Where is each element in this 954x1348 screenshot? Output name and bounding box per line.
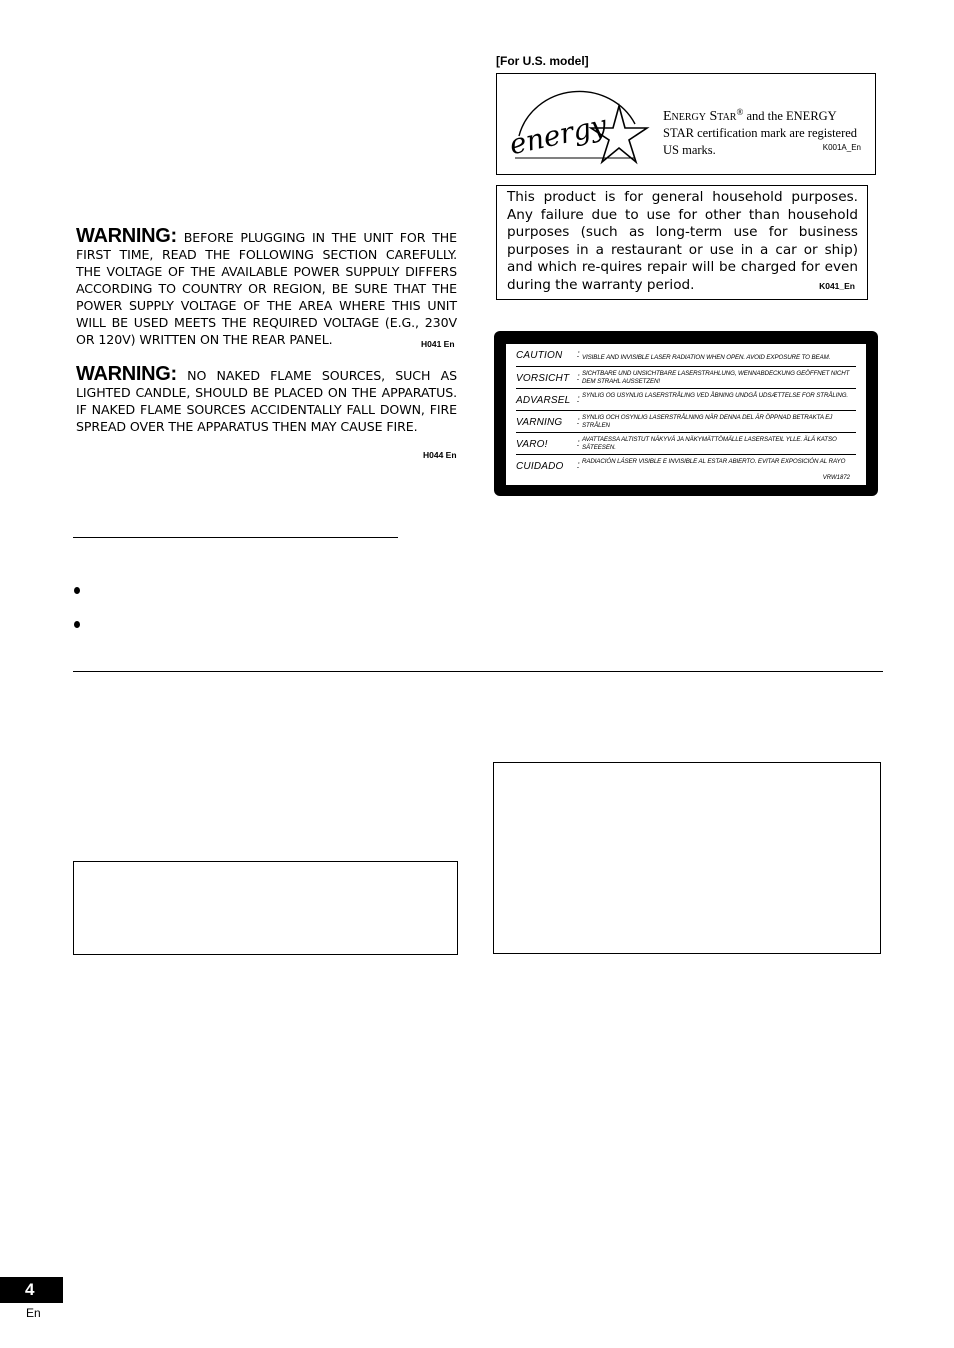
laser-row [516,434,856,455]
laser-label-code: VRW1872 [822,475,850,481]
laser-row [516,456,856,476]
energy-line1-rest: and the ENERGY [743,109,837,124]
laser-label-inner [506,344,866,485]
page-language: En [26,1306,41,1320]
laser-colon: : [577,372,580,383]
laser-row [516,368,856,389]
energy-star-box [496,73,876,175]
energy-star-logo-icon [501,76,661,176]
bullet-marker [74,587,80,594]
laser-lang: CAUTION [516,350,563,361]
laser-row [516,412,856,433]
laser-msg: SICHTBARE UND UNSICHTBARE LASERSTRAHLUNG, WENNABDECKUNG GEÖFFNET NICHT DEM STRAHL AUSSETZEN! [582,370,850,385]
laser-msg: SYNLIG OG USYNLIG LASERSTRÅLING VED ÅBNING UNDGÅ UDSÆTTELSE FOR STRÅLING. [582,392,849,399]
energy-line1-sc: Energy Star [663,109,737,125]
notice-box-left [73,861,458,955]
warning-voltage [76,225,457,348]
energy-code: K001A_En [822,143,861,152]
warning-code: H041 En [421,339,455,349]
laser-row [516,348,856,367]
laser-colon: : [577,394,580,405]
laser-lang: VARNING [516,417,563,428]
laser-colon: : [577,416,580,427]
warning-heading: WARNING: [76,363,177,385]
laser-lang: CUIDADO [516,461,564,472]
section-rule-full [73,671,883,672]
laser-warning-label [494,331,878,496]
energy-logo-word: energy [506,108,610,162]
laser-lang: VORSICHT [516,373,570,384]
warning-flame [76,363,457,435]
laser-lang: VARO! [516,439,548,450]
notice-box-right [493,762,881,954]
warning-text: BEFORE PLUGGING IN THE UNIT FOR THE FIRST TIME, READ THE FOLLOWING SECTION CAREFULLY. THE VOLTAGE OF THE AVAILABLE POWER SUPPULY DIFFERS ACCORDING TO COUNTRY OR REGION, BE SURE THAT THE POWER SUPPLY VOLTAGE OF THE AREA WHERE THIS UNIT WILL BE USED MEETS THE REQUIRED VOLTAGE (E.G., 230V OR 120V) WRITTEN ON THE REAR PANEL. [76,230,457,347]
laser-colon: : [577,349,580,360]
energy-line3: US marks. [663,143,716,158]
bullet-marker [74,621,80,628]
warning-code: H044 En [423,450,457,460]
laser-msg: VISIBLE AND INVISIBLE LASER RADIATION WHEN OPEN. AVOID EXPOSURE TO BEAM. [582,354,831,361]
registered-mark: ® [736,107,744,117]
warning-text: NO NAKED FLAME SOURCES, SUCH AS LIGHTED CANDLE, SHOULD BE PLACED ON THE APPARATUS. IF NAKED FLAME SOURCES ACCIDENTALLY FALL DOWN, FIRE SPREAD OVER THE APPARATUS THEN MAY CAUSE FIRE. [76,368,457,434]
section-rule-short [73,537,398,538]
household-code: K041_En [819,281,855,291]
warning-heading: WARNING: [76,225,177,247]
laser-row [516,390,856,411]
household-notice-text: This product is for general household purposes. Any failure due to use for other than household purposes (such as long-term use for business purposes in a restaurant or use in a car or ship) and which re-quires repair will be charged for even during the warranty period. [507,189,858,293]
household-notice-box [496,185,868,300]
laser-colon: : [577,460,580,471]
laser-msg: SYNLIG OCH OSYNLIG LASERSTRÅLNING NÄR DENNA DEL ÄR ÖPPNAD BETRAKTA EJ STRÅLEN [582,414,833,429]
page-number: 4 [0,1277,63,1303]
laser-msg: AVATTAESSA ALTISTUT NÄKYVÄ JA NÄKYMÄTTÖMÄLLE LASERSATEIL YLLE. ÄLÄ KATSO SÄTEESEN. [582,436,837,451]
us-model-note: [For U.S. model] [496,54,589,68]
energy-line2: STAR certification mark are registered [663,126,858,141]
laser-lang: ADVARSEL [516,395,571,406]
laser-colon: : [577,438,580,449]
laser-msg: RADIACIÓN LÁSER VISIBLE E INVISIBLE AL ESTAR ABIERTO. EVITAR EXPOSICIÓN AL RAYO [582,458,846,465]
